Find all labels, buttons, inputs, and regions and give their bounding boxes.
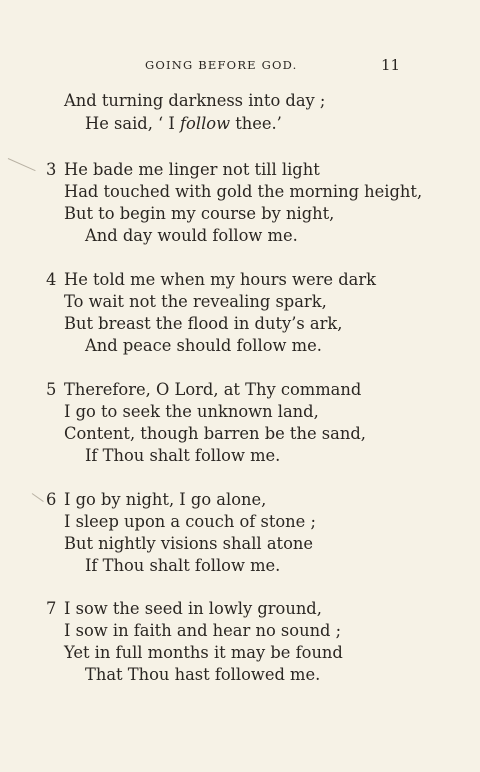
verse-line: But nightly visions shall atone (64, 534, 313, 553)
verse-number: 7 (46, 599, 57, 618)
pencil-mark (8, 158, 36, 171)
pencil-mark (32, 493, 44, 502)
verse-line: Yet in full months it may be found (64, 643, 343, 662)
continuation-line-2 (85, 114, 282, 134)
verse-line: If Thou shalt follow me. (85, 556, 281, 575)
verse-line: That Thou hast followed me. (85, 665, 321, 684)
running-header (0, 56, 480, 76)
verse-number: 4 (46, 270, 57, 289)
continuation-line-2-italic: follow (180, 114, 231, 133)
verse-line: He told me when my hours were dark (64, 270, 376, 289)
verse-line: But to begin my course by night, (64, 204, 335, 223)
verse-line: I go to seek the unknown land, (64, 402, 319, 421)
verse-line: He bade me linger not till light (64, 160, 320, 179)
verse-line: If Thou shalt follow me. (85, 446, 281, 465)
continuation-line-2-end: thee.’ (235, 114, 282, 133)
verse-line: Content, though barren be the sand, (64, 424, 366, 443)
page-number: 11 (381, 56, 401, 74)
verse-line: And peace should follow me. (85, 336, 322, 355)
continuation-line-1: And turning darkness into day ; (64, 91, 326, 110)
verse-line: I sow the seed in lowly ground, (64, 599, 322, 618)
verse-line: But breast the flood in duty’s ark, (64, 314, 343, 333)
verse-line: I sleep upon a couch of stone ; (64, 512, 316, 531)
verse-line: Therefore, O Lord, at Thy command (64, 380, 362, 399)
verse-number: 3 (46, 160, 57, 179)
verse-line: Had touched with gold the morning height, (64, 182, 423, 201)
continuation-line-2-start: He said, ‘ I (85, 114, 175, 133)
verse-number: 6 (46, 490, 57, 509)
verse-line: To wait not the revealing spark, (64, 292, 327, 311)
verse-line: I go by night, I go alone, (64, 490, 267, 509)
verse-line: I sow in faith and hear no sound ; (64, 621, 342, 640)
verse-line: And day would follow me. (85, 226, 298, 245)
running-title: GOING BEFORE GOD. (145, 58, 298, 72)
verse-number: 5 (46, 380, 57, 399)
